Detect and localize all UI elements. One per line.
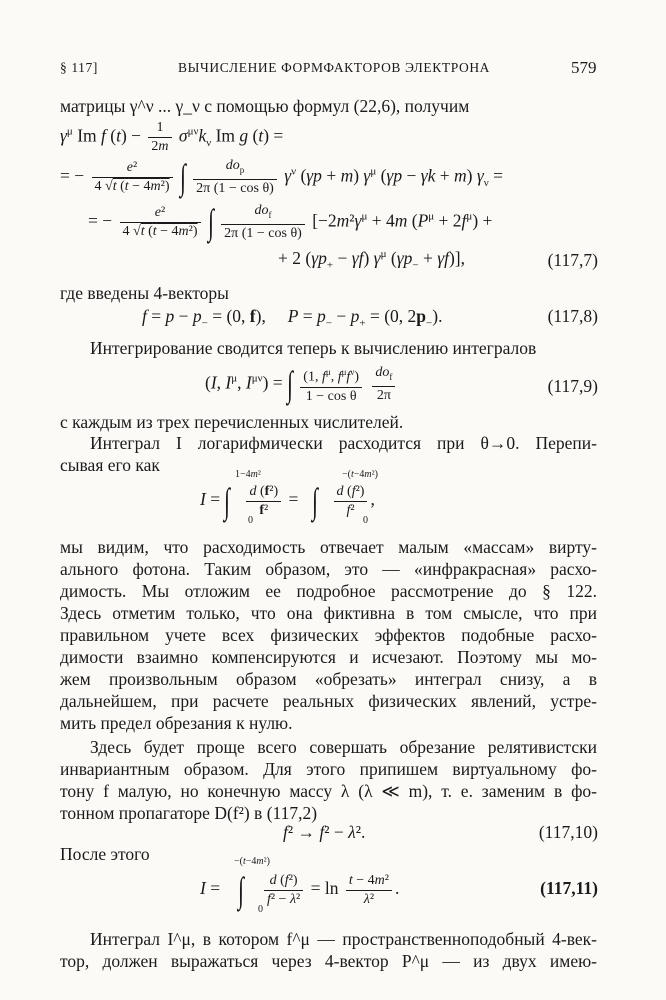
equation-117-7-line4: + 2 $(\gamma p_+ - \gamma f)$ $\gamma^\mu$ $(\gamma p_- + \gamma f)$], xyxy=(278,248,465,272)
section-marker: § 117] xyxy=(60,60,98,75)
equation-number-117-8: (117,8) xyxy=(547,306,598,326)
paragraph-2-line-3: димость. Мы отложим ее подробное рассмотрение до § 122. xyxy=(60,581,597,601)
equation-number-117-11: (117,11) xyxy=(540,878,598,898)
text-where-introduced: где введены 4-векторы xyxy=(60,283,229,303)
equation-number-117-7: (117,7) xyxy=(547,250,598,270)
text-after-this: После этого xyxy=(60,844,150,864)
paragraph-3-line-1: Здесь будет проще всего совершать обрезание релятивистски xyxy=(90,737,597,757)
equation-117-8: $f = p - p_- = (0$, f), $P = p_- - p_+ = (0$, $2p_-$). xyxy=(142,306,443,330)
running-title: ВЫЧИСЛЕНИЕ ФОРМФАКТОРОВ ЭЛЕКТРОНА xyxy=(178,60,491,75)
paragraph-2-line-9: мить предел обрезания к нулю. xyxy=(60,713,293,733)
paragraph-4-line-2: тор, должен выражаться через 4-вектор P^μ — из двух имею- xyxy=(60,951,597,971)
text-integration-reduces: Интегрирование сводится теперь к вычислению интегралов xyxy=(90,338,537,358)
paragraph-1-line-2: сывая его как xyxy=(60,455,160,475)
page-number: 579 xyxy=(571,58,597,77)
paragraph-2-line-4: Здесь отметим только, что она фиктивна в том смысле, что при xyxy=(60,603,597,623)
equation-117-7-line3: = − $\frac{\text{e²}}{\text{4 √t (t − 4m²)}}$ ∫ $\frac{do_f}{\text{2π (1 − cos θ)}}$ [$-2m^2\gamma^\mu + 4m$ $(P^\mu + 2f^\mu)$ + xyxy=(88,202,493,243)
paragraph-3-line-3: тону f малую, но конечную массу λ (λ ≪ m), т. е. заменим в фо- xyxy=(60,781,597,801)
equation-number-117-10: (117,10) xyxy=(538,822,598,842)
equation-117-10: f² → f² − λ². xyxy=(283,822,366,842)
paragraph-2-line-5: правильном учете всех физических эффектов подобные расхо- xyxy=(60,625,597,645)
paragraph-3-line-4: тонном пропагаторе D(f²) в (117,2) xyxy=(60,803,318,823)
paragraph-2-line-8: дальнейшем, при расчете реальных физических явлений, устре- xyxy=(60,691,597,711)
book-page: § 117] ВЫЧИСЛЕНИЕ ФОРМФАКТОРОВ ЭЛЕКТРОНА 579 матрицы γ^ν ... γ_ν с помощью формул (22,6), получим $\gamma^\mu$ Im f (t) − $\frac{1}{2m}$ $\sigma^{\mu\nu}k_\nu$ Im g (t) = = − $\frac{\text{e²}}{\text{4 √t (t − 4m²)}}$ ∫ $\frac{do_p}{\text{2π (1 − cos θ)}}$ $\gamma^\nu$ (γp + m) $\gamma^\mu$ (γp − γk + m) $\gamma_\nu$ = = − $\frac{\text{e²}}{\text{4 √t (t − 4m²)}}$ ∫ $\frac{do_f}{\text{2π (1 − cos θ)}}$ [$-2m^2\gamma^\mu + 4m$ $(P^\mu + 2f^\mu)$ + + 2 $(\gamma p_+ - \gamma f)$ $\gamma^\mu$ $(\gamma p_- + \gamma f)$], (117,7) где введены 4-векторы $f = p - p_- = (0$, f), $P = p_- - p_+ = (0$, $2p_-$). (117,8) Интегрирование сводится теперь к вычислению интегралов (I, $I^\mu$, $I^{\mu\nu}$) = ∫ $\frac{(1, f^\mu, f^\mu f^\nu)}{\text{1 − cos θ}}$ $\frac{do_f}{2\pi}$ (117,9) с каждым из трех перечисленных числителей. Интеграл I логарифмически расходится при θ→0. Перепи- сывая его как 1−4m² 0 −(t−4m²) 0 I = ∫ $\frac{\text{d (f²)}}{\text{f²}}$ = ∫ $\frac{\text{d (f²)}}{\text{f²}}$ , мы видим, что расходимость отвечает малым «массам» вирту- ального фотона. Таким образом, это — «инфракрасная» расхо- димость. Мы отложим ее подробное рассмотрение до § 122. Здесь отметим только, что она фиктивна в том смысле, что при правильном учете всех физических эффектов подобные расхо- димости взаимно компенсируются и исчезают. Поэтому мы мо- жем произвольным образом «обрезать» интеграл снизу, а в дальнейшем, при расчете реальных физических явлений, устре- мить предел обрезания к нулю. Здесь будет проще всего совершать обрезание релятивистски инвариантным образом. Для этого припишем виртуальному фо- тону f малую, но конечную массу λ (λ ≪ m), т. е. заменим в фо- тонном пропагаторе D(f²) в (117,2) f² → f² − λ². (117,10) После этого −(t−4m²) 0 I = ∫ $\frac{\text{d (f²)}}{\text{f² − λ²}}$ = ln $\frac{\text{t − 4m²}}{\text{λ²}}$ . (117,11) Интеграл I^μ, в котором f^μ — пространственноподобный 4-век- тор, должен выражаться через 4-вектор P^μ — из двух имею- xyxy=(60,58,598,971)
paragraph-4-line-1: Интеграл I^μ, в котором f^μ — пространственноподобный 4-век- xyxy=(90,929,597,949)
paragraph-2-line-1: мы видим, что расходимость отвечает малым «массам» вирту- xyxy=(60,537,597,557)
text-each-numerator: с каждым из трех перечисленных числителей. xyxy=(60,412,404,432)
paragraph-3-line-2: инвариантным образом. Для этого припишем виртуальному фо- xyxy=(60,759,597,779)
equation-117-9: (I, $I^\mu$, $I^{\mu\nu}$) = ∫ $\frac{(1, f^\mu, f^\mu f^\nu)}{\text{1 − cos θ}}$ $\frac{do_f}{2\pi}$ xyxy=(205,364,398,405)
equation-117-7-line1: $\gamma^\mu$ Im f (t) − $\frac{1}{2m}$ $\sigma^{\mu\nu}k_\nu$ Im g (t) = xyxy=(60,120,284,154)
paragraph-2-line-7: жем произвольным образом «обрезать» интеграл снизу, а в xyxy=(60,669,597,689)
paragraph-2-line-2: ального фотона. Таким образом, это — «инфракрасная» расхо- xyxy=(60,559,597,579)
equation-117-7-line2: = − $\frac{\text{e²}}{\text{4 √t (t − 4m²)}}$ ∫ $\frac{do_p}{\text{2π (1 − cos θ)}}$ $\gamma^\nu$ (γp + m) $\gamma^\mu$ (γp − γk + m) $\gamma_\nu$ = xyxy=(60,157,503,198)
paragraph-1-line-1: Интеграл I логарифмически расходится при θ→0. Перепи- xyxy=(90,433,597,453)
intro-line: матрицы γ^ν ... γ_ν с помощью формул (22,6), получим xyxy=(60,96,470,116)
equation-number-117-9: (117,9) xyxy=(547,376,598,396)
paragraph-2-line-6: димости взаимно компенсируются и исчезают. Поэтому мы мо- xyxy=(60,647,597,667)
